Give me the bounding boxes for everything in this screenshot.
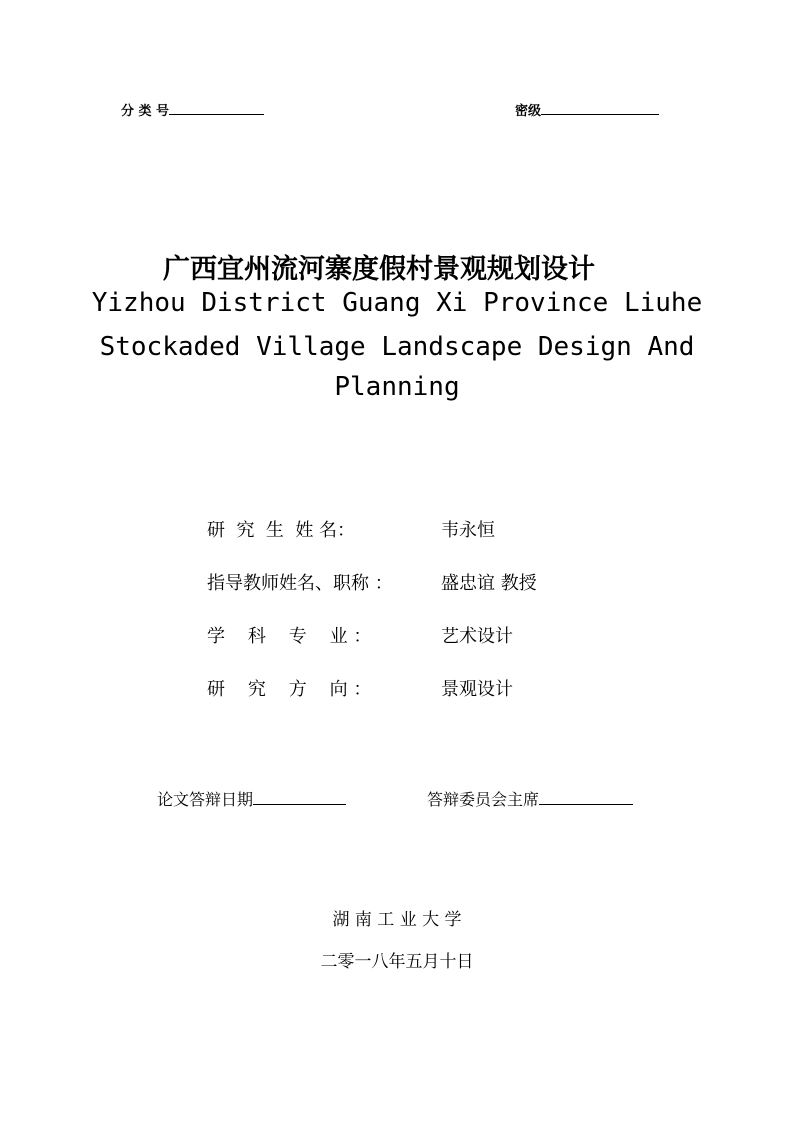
committee-chair-blank[interactable] bbox=[539, 790, 633, 805]
field-discipline-value: 艺术设计 bbox=[441, 626, 513, 647]
secrecy-field bbox=[515, 100, 659, 119]
classification-field bbox=[121, 100, 264, 119]
title-chinese: 广西宜州流河寨度假村景观规划设计 bbox=[163, 254, 595, 285]
committee-chair-field bbox=[427, 787, 633, 810]
field-discipline-label: 学 科 专 业 ： bbox=[207, 626, 372, 647]
field-research-direction-label: 研 究 方 向 ： bbox=[207, 679, 372, 700]
defense-date-field bbox=[157, 787, 346, 810]
field-advisor-value: 盛忠谊 教授 bbox=[441, 573, 537, 594]
title-english-line-1: Yizhou District Guang Xi Province Liuhe bbox=[91, 288, 703, 318]
field-student-name-value: 韦永恒 bbox=[441, 520, 495, 541]
secrecy-label: 密级 bbox=[515, 104, 542, 119]
title-english-line-3: Planning bbox=[334, 372, 460, 402]
field-student-name-label: 研 究 生 姓 名： bbox=[207, 520, 356, 541]
title-english-line-2: Stockaded Village Landscape Design And bbox=[99, 332, 695, 362]
field-research-direction-value: 景观设计 bbox=[441, 679, 513, 700]
defense-date-label: 论文答辩日期 bbox=[157, 790, 254, 809]
university-name: 湖 南 工 业 大 学 bbox=[332, 910, 462, 930]
committee-chair-label: 答辩委员会主席 bbox=[427, 790, 540, 809]
field-advisor-label: 指导教师姓名、职称 ： bbox=[207, 573, 393, 594]
classification-label: 分 类 号 bbox=[121, 104, 170, 119]
secrecy-blank[interactable] bbox=[541, 102, 659, 115]
defense-date-blank[interactable] bbox=[253, 790, 346, 805]
submission-date: 二零一八年五月十日 bbox=[320, 952, 474, 972]
classification-blank[interactable] bbox=[169, 102, 264, 115]
